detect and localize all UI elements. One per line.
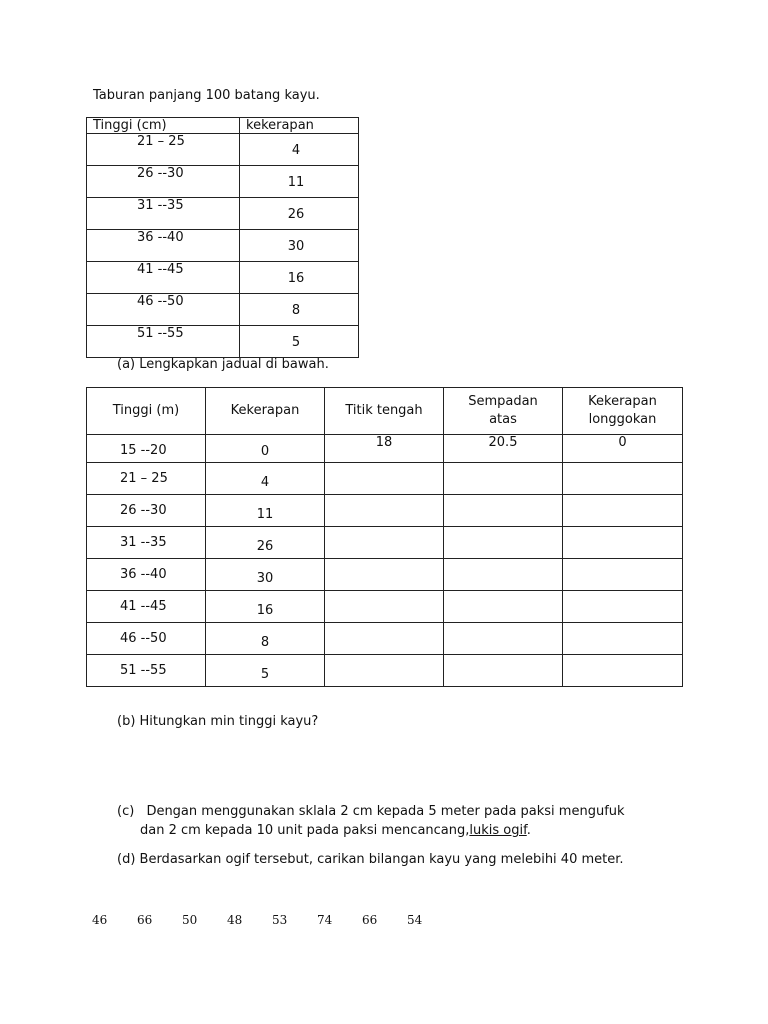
upper-boundary-cell[interactable] bbox=[444, 495, 563, 527]
table-row bbox=[87, 166, 359, 198]
midpoint-cell[interactable] bbox=[325, 527, 444, 559]
header-kekerapan: Kekerapan bbox=[206, 388, 325, 435]
number-item: 48 bbox=[227, 913, 243, 927]
document-title: Taburan panjang 100 batang kayu. bbox=[93, 88, 320, 103]
midpoint-cell[interactable] bbox=[325, 591, 444, 623]
frequency-table bbox=[86, 117, 359, 358]
midpoint-cell[interactable] bbox=[325, 463, 444, 495]
class-interval: 41 --45 bbox=[120, 598, 167, 614]
frequency-value: 30 bbox=[256, 570, 274, 586]
frequency-value: 26 bbox=[287, 207, 305, 222]
header-longgokan-line2: longgokan bbox=[588, 412, 657, 427]
frequency-value: 4 bbox=[291, 143, 301, 158]
table-row bbox=[87, 463, 683, 495]
upper-boundary-cell[interactable] bbox=[444, 527, 563, 559]
cumulative-frequency-cell[interactable] bbox=[563, 495, 683, 527]
question-c-label: (c) bbox=[117, 804, 135, 819]
frequency-value: 4 bbox=[260, 474, 270, 490]
question-c-period: . bbox=[526, 823, 531, 838]
class-interval: 21 – 25 bbox=[120, 470, 168, 486]
cumulative-frequency-cell[interactable] bbox=[563, 623, 683, 655]
table-row bbox=[87, 655, 683, 687]
table-row bbox=[87, 294, 359, 326]
table-row bbox=[87, 559, 683, 591]
worksheet-table bbox=[86, 387, 683, 687]
frequency-value: 16 bbox=[256, 602, 274, 618]
lukis-ogif-text: lukis ogif bbox=[469, 823, 527, 838]
number-list bbox=[92, 913, 452, 927]
class-interval: 46 --50 bbox=[137, 294, 184, 309]
midpoint-value: 18 bbox=[375, 435, 393, 450]
class-interval: 26 --30 bbox=[137, 166, 184, 181]
number-item: 66 bbox=[362, 913, 378, 927]
class-interval: 21 – 25 bbox=[137, 134, 185, 149]
class-interval: 41 --45 bbox=[137, 262, 184, 277]
frequency-value: 0 bbox=[260, 443, 270, 459]
upper-boundary-cell[interactable] bbox=[444, 591, 563, 623]
cumulative-frequency-cell[interactable] bbox=[563, 463, 683, 495]
table-row bbox=[87, 262, 359, 294]
number-item: 54 bbox=[407, 913, 423, 927]
frequency-value: 11 bbox=[256, 506, 274, 522]
question-c-line1: Dengan menggunakan sklala 2 cm kepada 5 meter pada paksi mengufuk bbox=[146, 804, 625, 819]
frequency-value: 5 bbox=[260, 666, 270, 682]
class-interval: 46 --50 bbox=[120, 630, 167, 646]
cumulative-frequency-cell[interactable] bbox=[563, 655, 683, 687]
cumulative-frequency-value: 0 bbox=[618, 435, 627, 450]
header-sempadan-atas bbox=[444, 388, 563, 435]
table-row bbox=[87, 591, 683, 623]
class-interval: 26 --30 bbox=[120, 502, 167, 518]
header-titik-tengah: Titik tengah bbox=[325, 388, 444, 435]
number-item: 66 bbox=[137, 913, 153, 927]
frequency-value: 5 bbox=[291, 335, 301, 350]
upper-boundary-value: 20.5 bbox=[488, 435, 518, 450]
table-row bbox=[87, 495, 683, 527]
class-interval: 51 --55 bbox=[137, 326, 184, 341]
table-row bbox=[87, 326, 359, 358]
table-row bbox=[87, 198, 359, 230]
cumulative-frequency-cell[interactable] bbox=[563, 591, 683, 623]
class-interval: 15 --20 bbox=[120, 442, 167, 458]
table-row bbox=[87, 623, 683, 655]
question-c-line2: dan 2 cm kepada 10 unit pada paksi mencancang, bbox=[140, 823, 470, 838]
class-interval: 36 --40 bbox=[137, 230, 184, 245]
table-row bbox=[87, 230, 359, 262]
class-interval: 51 --55 bbox=[120, 662, 167, 678]
cumulative-frequency-cell[interactable] bbox=[563, 527, 683, 559]
number-item: 74 bbox=[317, 913, 333, 927]
frequency-value: 8 bbox=[291, 303, 301, 318]
header-tinggi: Tinggi (cm) bbox=[87, 118, 240, 134]
frequency-value: 11 bbox=[287, 175, 305, 190]
table-header-row bbox=[87, 118, 359, 134]
header-sempadan-line2: atas bbox=[489, 412, 517, 427]
question-b: (b) Hitungkan min tinggi kayu? bbox=[117, 714, 319, 729]
table-row bbox=[87, 435, 683, 463]
midpoint-cell[interactable] bbox=[325, 559, 444, 591]
class-interval: 31 --35 bbox=[120, 534, 167, 550]
class-interval: 36 --40 bbox=[120, 566, 167, 582]
midpoint-cell[interactable] bbox=[325, 655, 444, 687]
table-row bbox=[87, 134, 359, 166]
cumulative-frequency-cell[interactable] bbox=[563, 559, 683, 591]
header-kekerapan-longgokan bbox=[563, 388, 683, 435]
frequency-value: 8 bbox=[260, 634, 270, 650]
header-tinggi: Tinggi (m) bbox=[87, 388, 206, 435]
question-d: (d) Berdasarkan ogif tersebut, carikan bilangan kayu yang melebihi 40 meter. bbox=[117, 852, 624, 867]
frequency-value: 30 bbox=[287, 239, 305, 254]
question-c-continuation bbox=[140, 821, 531, 841]
header-sempadan-line1: Sempadan bbox=[468, 394, 538, 409]
midpoint-cell[interactable] bbox=[325, 495, 444, 527]
number-item: 53 bbox=[272, 913, 288, 927]
number-item: 50 bbox=[182, 913, 198, 927]
upper-boundary-cell[interactable] bbox=[444, 559, 563, 591]
table-row bbox=[87, 527, 683, 559]
question-c bbox=[117, 802, 625, 822]
frequency-value: 26 bbox=[256, 538, 274, 554]
upper-boundary-cell[interactable] bbox=[444, 463, 563, 495]
question-a: (a) Lengkapkan jadual di bawah. bbox=[117, 357, 329, 372]
header-longgokan-line1: Kekerapan bbox=[588, 394, 657, 409]
upper-boundary-cell[interactable] bbox=[444, 623, 563, 655]
table-header-row bbox=[87, 388, 683, 435]
number-item: 46 bbox=[92, 913, 108, 927]
upper-boundary-cell[interactable] bbox=[444, 655, 563, 687]
header-kekerapan: kekerapan bbox=[240, 118, 359, 134]
class-interval: 31 --35 bbox=[137, 198, 184, 213]
midpoint-cell[interactable] bbox=[325, 623, 444, 655]
frequency-value: 16 bbox=[287, 271, 305, 286]
